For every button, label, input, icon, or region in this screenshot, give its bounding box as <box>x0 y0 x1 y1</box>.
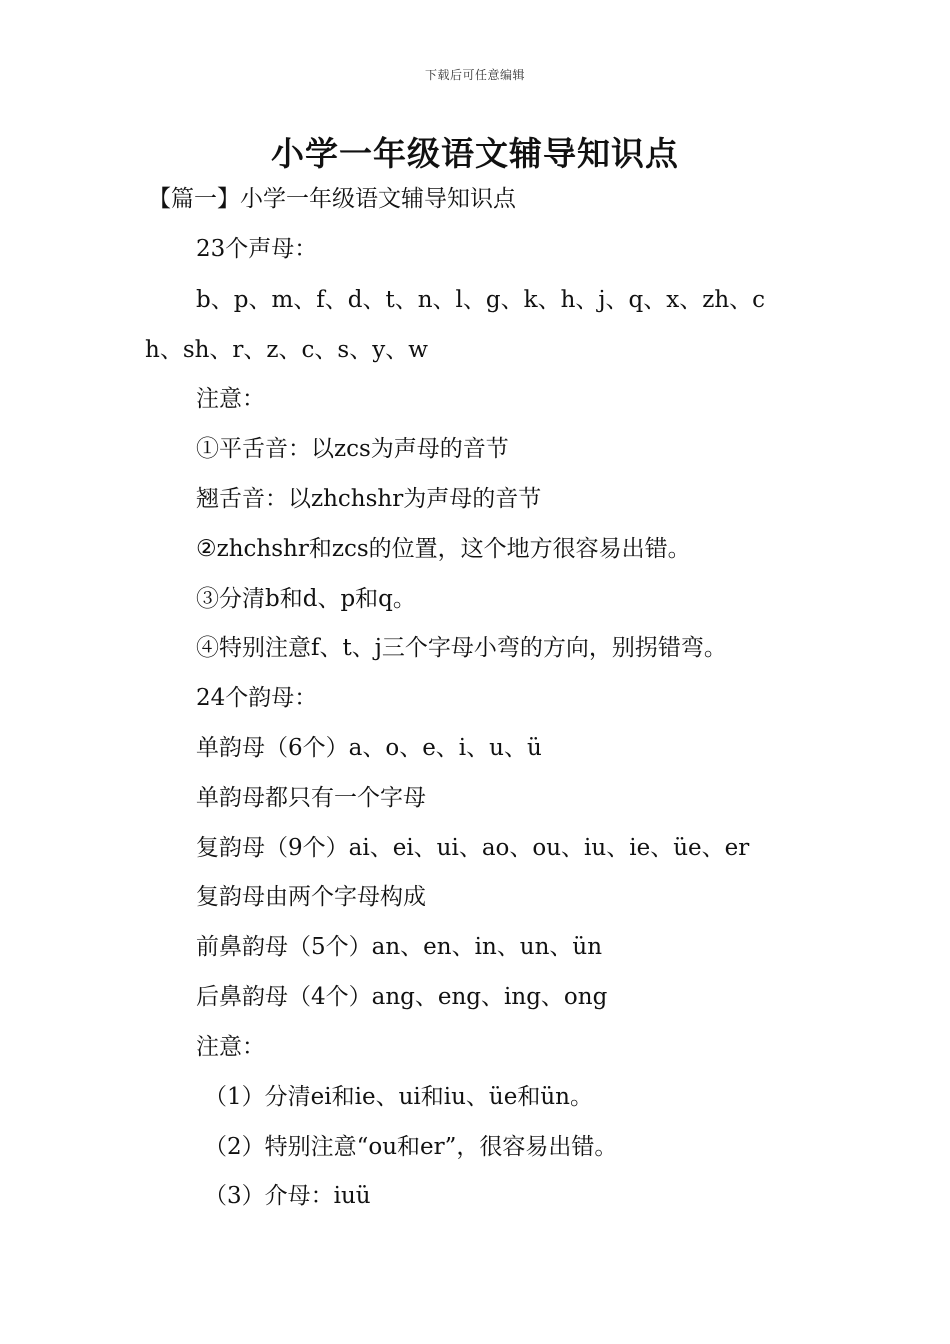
paragraph-line: b、p、m、f、d、t、n、l、g、k、h、j、q、x、zh、c <box>196 287 766 313</box>
paragraph-line: 单韵母都只有一个字母 <box>196 785 426 811</box>
section-heading: 【篇一】小学一年级语文辅导知识点 <box>148 186 516 212</box>
paragraph-line: 翘舌音：以zhchshr为声母的音节 <box>196 486 542 512</box>
paragraph-line: ③分清b和d、p和q。 <box>196 586 416 612</box>
paragraph-line: 复韵母（9个）ai、ei、ui、ao、ou、iu、ie、üe、er <box>196 835 750 861</box>
paragraph-line: 前鼻韵母（5个）an、en、in、un、ün <box>196 934 603 960</box>
paragraph-line: （2）特别注意“ou和er”，很容易出错。 <box>204 1134 618 1160</box>
paragraph-line: 23个声母： <box>196 236 318 262</box>
paragraph-line: （1）分清ei和ie、ui和iu、üe和ün。 <box>204 1084 593 1110</box>
paragraph-line: 24个韵母： <box>196 685 318 711</box>
paragraph-line: 后鼻韵母（4个）ang、eng、ing、ong <box>196 984 608 1010</box>
page-header-note: 下载后可任意编辑 <box>424 68 525 82</box>
paragraph-line: 复韵母由两个字母构成 <box>196 884 426 910</box>
document-title: 小学一年级语文辅导知识点 <box>271 134 679 173</box>
paragraph-line: h、sh、r、z、c、s、y、w <box>145 337 428 363</box>
paragraph-line: ④特别注意f、t、j三个字母小弯的方向，别拐错弯。 <box>196 635 727 661</box>
paragraph-line: 注意： <box>196 1034 265 1060</box>
paragraph-line: ②zhchshr和zcs的位置，这个地方很容易出错。 <box>196 536 691 562</box>
paragraph-line: ①平舌音：以zcs为声母的音节 <box>196 436 509 462</box>
paragraph-line: （3）介母：iuü <box>204 1183 371 1209</box>
paragraph-line: 单韵母（6个）a、o、e、i、u、ü <box>196 735 542 761</box>
paragraph-line: 注意： <box>196 386 265 412</box>
